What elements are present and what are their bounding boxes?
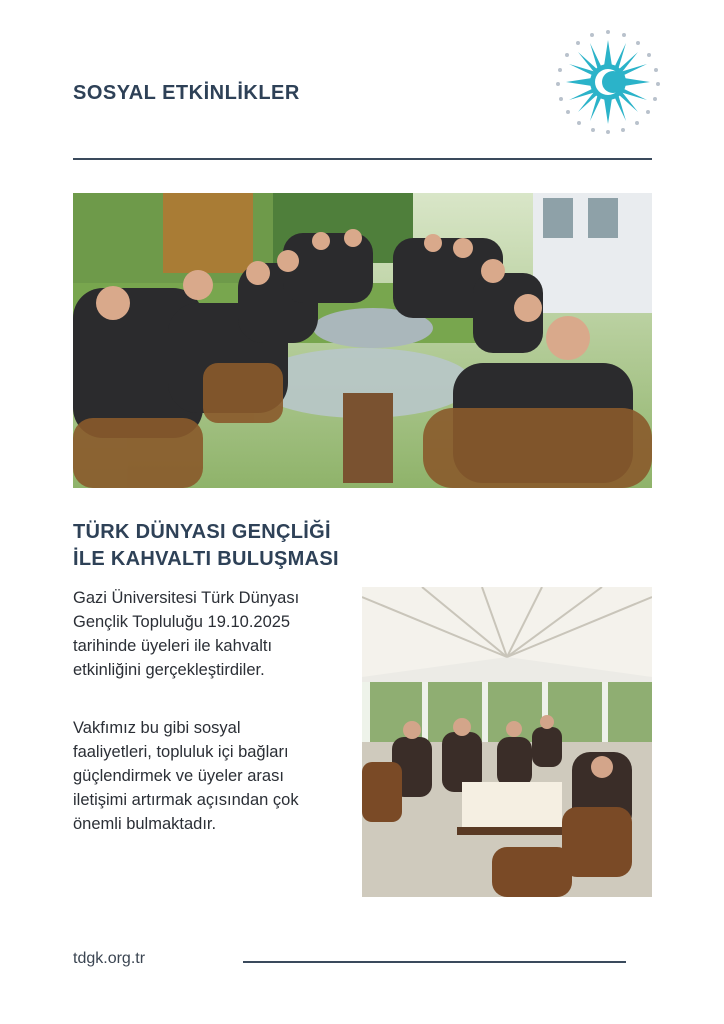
headline-line-1: TÜRK DÜNYASI GENÇLİĞİ: [73, 521, 331, 543]
paragraph-line: Vakfımız bu gibi sosyal: [73, 719, 241, 737]
dining-hall-photo: [362, 587, 652, 897]
footer-divider: [243, 961, 626, 963]
section-title: SOSYAL ETKİNLİKLER: [73, 82, 300, 104]
headline-line-2: İLE KAHVALTI BULUŞMASI: [73, 548, 339, 570]
crescent-star-emblem-icon: [552, 26, 664, 138]
paragraph-event: [73, 586, 348, 682]
paragraph-line: tarihinde üyeleri ile kahvaltı: [73, 637, 273, 655]
paragraph-foundation: [73, 716, 348, 836]
dining-hall-photo-icon: [362, 587, 652, 897]
paragraph-line: önemli bulmaktadır.: [73, 815, 217, 833]
paragraph-line: etkinliğini gerçekleştirdiler.: [73, 661, 265, 679]
paragraph-line: Gazi Üniversitesi Türk Dünyası: [73, 589, 300, 607]
header-divider: [73, 158, 652, 160]
footer-website-link[interactable]: tdgk.org.tr: [73, 950, 146, 967]
paragraph-line: iletişimi artırmak açısından çok: [73, 791, 299, 809]
paragraph-line: faaliyetleri, topluluk içi bağları: [73, 743, 289, 761]
article-headline: [73, 519, 339, 573]
group-breakfast-photo-icon: [73, 193, 652, 488]
paragraph-line: Gençlik Topluluğu 19.10.2025: [73, 613, 291, 631]
group-breakfast-photo: [73, 193, 652, 488]
paragraph-line: güçlendirmek ve üyeler arası: [73, 767, 284, 785]
